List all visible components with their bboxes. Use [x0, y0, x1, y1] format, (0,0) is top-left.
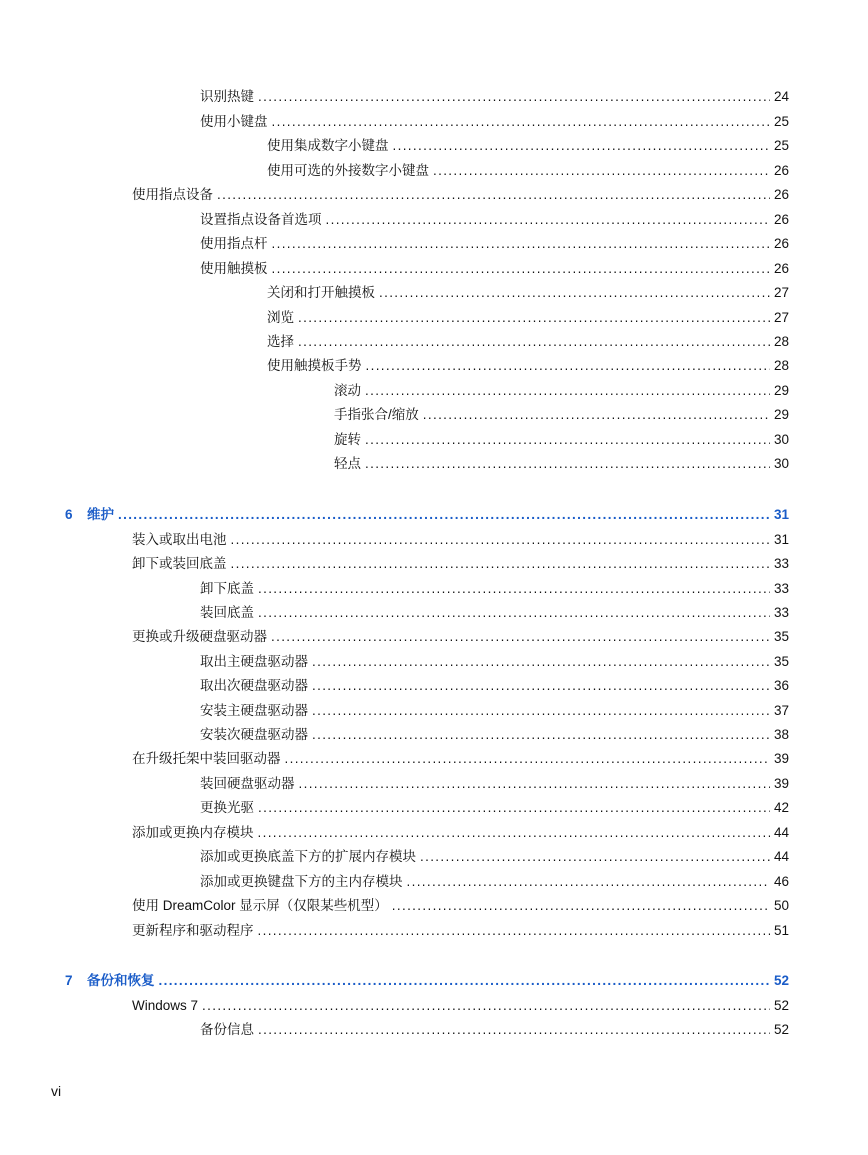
toc-entry[interactable]: [132, 897, 789, 915]
dot-leader: [272, 235, 770, 253]
toc-entry-title: 使用 DreamColor 显示屏（仅限某些机型）: [132, 898, 388, 913]
dot-leader: [202, 997, 770, 1015]
dot-leader: [365, 382, 770, 400]
toc-page-number: 25: [773, 138, 789, 153]
toc-entry[interactable]: [334, 431, 789, 449]
toc-entry[interactable]: [200, 88, 789, 106]
toc-page-number: 28: [773, 358, 789, 373]
dot-leader: [433, 162, 770, 180]
toc-page-number: 26: [773, 261, 789, 276]
toc-entry-title: 备份信息: [200, 1022, 254, 1037]
dot-leader: [392, 897, 770, 915]
dot-leader: [366, 357, 770, 375]
toc-entry[interactable]: [334, 455, 789, 473]
dot-leader: [258, 922, 770, 940]
toc-entry[interactable]: [132, 555, 789, 573]
toc-entry[interactable]: [267, 309, 789, 327]
toc-entry-title: 使用小键盘: [200, 114, 268, 129]
dot-leader: [379, 284, 770, 302]
toc-page-number: 27: [773, 285, 789, 300]
toc-entry-title: 使用指点设备: [132, 187, 213, 202]
toc-page-number: 26: [773, 212, 789, 227]
toc-entry-title: 取出主硬盘驱动器: [200, 654, 308, 669]
toc-entry-title: 在升级托架中装回驱动器: [132, 751, 281, 766]
dot-leader: [312, 726, 770, 744]
dot-leader: [312, 677, 770, 695]
toc-page-number: 42: [773, 800, 789, 815]
toc-entry-title: 添加或更换键盘下方的主内存模块: [200, 874, 403, 889]
toc-entry[interactable]: [132, 922, 789, 940]
toc-entry[interactable]: [200, 848, 789, 866]
dot-leader: [312, 653, 770, 671]
toc-page-number: 27: [773, 310, 789, 325]
toc-entry[interactable]: [132, 531, 789, 549]
toc-entry[interactable]: [132, 824, 789, 842]
toc-entry-title: 装入或取出电池: [132, 532, 227, 547]
toc-entry-title: 装回硬盘驱动器: [200, 776, 295, 791]
toc-entry[interactable]: [200, 211, 789, 229]
toc-page-number: 24: [773, 89, 789, 104]
toc-entry[interactable]: [132, 997, 789, 1015]
toc-entry[interactable]: [200, 653, 789, 671]
toc-entry[interactable]: [132, 186, 789, 204]
toc-entry-title: [65, 506, 114, 524]
toc-page-number: 33: [773, 556, 789, 571]
toc-page-number: 52: [773, 973, 789, 988]
dot-leader: [420, 848, 770, 866]
toc-page-number: 33: [773, 605, 789, 620]
toc-page-number: 35: [773, 629, 789, 644]
toc-entry-title: 旋转: [334, 432, 361, 447]
toc-entry-title: 使用指点杆: [200, 236, 268, 251]
toc-entry-title: 浏览: [267, 310, 294, 325]
toc-page-number: 39: [773, 776, 789, 791]
toc-entry[interactable]: [267, 284, 789, 302]
toc-page-number: 39: [773, 751, 789, 766]
dot-leader: [326, 211, 770, 229]
toc-entry[interactable]: [334, 382, 789, 400]
toc-entry-title: 关闭和打开触摸板: [267, 285, 375, 300]
toc-page-number: 26: [773, 163, 789, 178]
toc-entry-title: 更换或升级硬盘驱动器: [132, 629, 267, 644]
toc-entry[interactable]: [132, 628, 789, 646]
toc-entry-title: 装回底盖: [200, 605, 254, 620]
toc-entry-title: 卸下底盖: [200, 581, 254, 596]
dot-leader: [298, 309, 770, 327]
dot-leader: [258, 1021, 770, 1039]
toc-page-number: 44: [773, 825, 789, 840]
dot-leader: [272, 113, 770, 131]
chapter-title: 维护: [87, 507, 114, 522]
toc-entry-title: 识别热键: [200, 89, 254, 104]
toc-entry-title: 使用触摸板手势: [267, 358, 362, 373]
toc-page-number: 44: [773, 849, 789, 864]
dot-leader: [231, 555, 770, 573]
toc-entry-title: 选择: [267, 334, 294, 349]
dot-leader: [271, 628, 770, 646]
toc-entry-title: 使用触摸板: [200, 261, 268, 276]
toc-entry-title: 滚动: [334, 383, 361, 398]
toc-entry[interactable]: [267, 162, 789, 180]
chapter-number: 6: [65, 507, 73, 522]
toc-page-number: 26: [773, 187, 789, 202]
dot-leader: [299, 775, 770, 793]
toc-page-number: 35: [773, 654, 789, 669]
toc-entry-title: 取出次硬盘驱动器: [200, 678, 308, 693]
toc-chapter-entry[interactable]: [65, 506, 789, 524]
toc-entry[interactable]: [132, 750, 789, 768]
toc-page-number: 31: [773, 507, 789, 522]
toc-entry[interactable]: [334, 406, 789, 424]
dot-leader: [365, 455, 770, 473]
toc-page-number: 51: [773, 923, 789, 938]
toc-entry[interactable]: [267, 137, 789, 155]
toc-entry-title: Windows 7: [132, 998, 199, 1013]
toc-entry-title: 卸下或装回底盖: [132, 556, 227, 571]
dot-leader: [118, 506, 770, 524]
toc-entry[interactable]: [200, 775, 789, 793]
toc-page-number: 50: [773, 898, 789, 913]
dot-leader: [298, 333, 770, 351]
toc-page-number: 36: [773, 678, 789, 693]
dot-leader: [285, 750, 770, 768]
toc-chapter-entry[interactable]: [65, 972, 789, 990]
dot-leader: [217, 186, 770, 204]
toc-entry[interactable]: [200, 873, 789, 891]
toc-entry[interactable]: [267, 357, 789, 375]
toc-entry[interactable]: [200, 1021, 789, 1039]
dot-leader: [393, 137, 770, 155]
toc-entry[interactable]: [200, 580, 789, 598]
toc-page-number: 26: [773, 236, 789, 251]
dot-leader: [258, 580, 770, 598]
toc-entry[interactable]: [200, 726, 789, 744]
toc-entry-title: 更换光驱: [200, 800, 254, 815]
toc-entry-title: 设置指点设备首选项: [200, 212, 322, 227]
toc-page-number: 28: [773, 334, 789, 349]
toc-entry-title: 安装主硬盘驱动器: [200, 703, 308, 718]
toc-entry[interactable]: [200, 260, 789, 278]
dot-leader: [159, 972, 770, 990]
toc-entry[interactable]: [200, 604, 789, 622]
toc-entry[interactable]: [200, 235, 789, 253]
toc-page-number: 33: [773, 581, 789, 596]
dot-leader: [407, 873, 770, 891]
toc-page-number: 29: [773, 383, 789, 398]
dot-leader: [258, 88, 770, 106]
toc-entry-title: 添加或更换底盖下方的扩展内存模块: [200, 849, 416, 864]
toc-page-number: 31: [773, 532, 789, 547]
toc-page-number: 52: [773, 998, 789, 1013]
toc-page-number: 25: [773, 114, 789, 129]
toc-entry-title: 使用集成数字小键盘: [267, 138, 389, 153]
toc-entry-title: 手指张合/缩放: [334, 407, 419, 422]
toc-entry[interactable]: [200, 799, 789, 817]
toc-page-number: 30: [773, 456, 789, 471]
dot-leader: [312, 702, 770, 720]
toc-entry[interactable]: [267, 333, 789, 351]
toc-entry-title: [65, 972, 155, 990]
toc-page-number: 30: [773, 432, 789, 447]
toc-entry-title: 使用可选的外接数字小键盘: [267, 163, 429, 178]
dot-leader: [365, 431, 770, 449]
toc-entry[interactable]: [200, 702, 789, 720]
dot-leader: [423, 406, 770, 424]
toc-entry[interactable]: [200, 113, 789, 131]
toc-page-number: 38: [773, 727, 789, 742]
dot-leader: [272, 260, 770, 278]
toc-entry[interactable]: [200, 677, 789, 695]
toc-entry-title: 更新程序和驱动程序: [132, 923, 254, 938]
chapter-title: 备份和恢复: [87, 973, 155, 988]
dot-leader: [231, 531, 770, 549]
dot-leader: [258, 604, 770, 622]
toc-entry-title: 安装次硬盘驱动器: [200, 727, 308, 742]
toc-entry-title: 轻点: [334, 456, 361, 471]
page-number: vi: [51, 1083, 62, 1099]
toc-page-number: 29: [773, 407, 789, 422]
toc-page-number: 52: [773, 1022, 789, 1037]
toc-entry-title: 添加或更换内存模块: [132, 825, 254, 840]
dot-leader: [258, 799, 770, 817]
chapter-number: 7: [65, 973, 73, 988]
dot-leader: [258, 824, 770, 842]
toc-page-number: 46: [773, 874, 789, 889]
toc-page-number: 37: [773, 703, 789, 718]
